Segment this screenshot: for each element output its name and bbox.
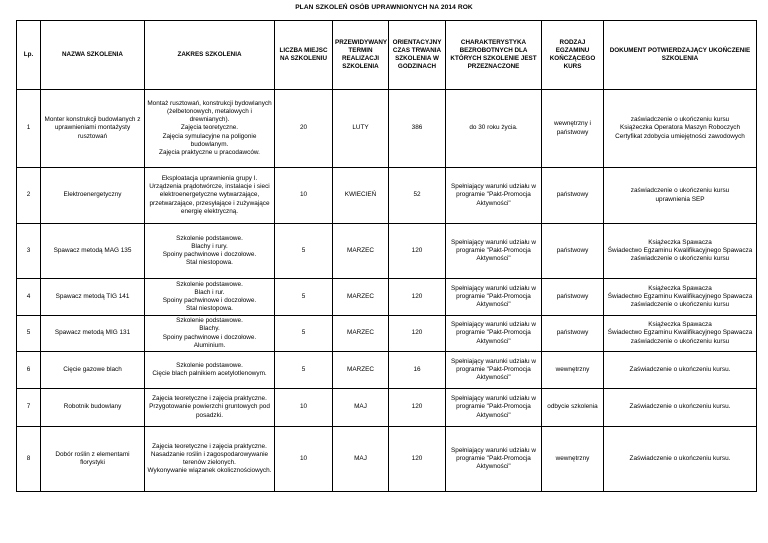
- cell-lp: 1: [17, 90, 41, 168]
- cell-term: LUTY: [333, 90, 389, 168]
- cell-certificate: Zaświadczenie o ukończeniu kursu.: [604, 427, 757, 492]
- cell-lp: 6: [17, 352, 41, 389]
- cell-duration: 52: [389, 168, 446, 224]
- table-row: [17, 90, 757, 168]
- cell-training-scope: Zajęcia teoretyczne i zajęcia praktyczne. Nasadzanie roślin i zagospodarowywanie terenów zielonych. Wykonywanie wiązanek okolicznościowych.: [145, 427, 275, 492]
- cell-certificate: Zaświadczenie o ukończeniu kursu.: [604, 389, 757, 427]
- cell-duration: 120: [389, 224, 446, 279]
- cell-term: MAJ: [333, 389, 389, 427]
- cell-training-scope: Szkolenie podstawowe. Cięcie blach palnikiem acetylotlenowym.: [145, 352, 275, 389]
- page-title: PLAN SZKOLEŃ OSÓB UPRAWNIONYCH NA 2014 ROK: [295, 4, 473, 11]
- cell-lp: 3: [17, 224, 41, 279]
- cell-training-scope: Eksploatacja uprawnienia grupy I. Urządzenia prądotwórcze, instalacje i sieci elektroenergetyczne wytwarzające, przetwarzające, przesyłające i zużywające energię elektryczną.: [145, 168, 275, 224]
- cell-exam-type: państwowy: [542, 224, 604, 279]
- cell-duration: 120: [389, 279, 446, 316]
- cell-target-group: Spełniający warunki udziału w programie "Pakt-Promocja Aktywności": [446, 389, 542, 427]
- cell-duration: 16: [389, 352, 446, 389]
- table-row: [17, 279, 757, 316]
- cell-training-name: Spawacz metodą MIG 131: [41, 316, 145, 352]
- cell-term: MARZEC: [333, 279, 389, 316]
- cell-exam-type: państwowy: [542, 168, 604, 224]
- cell-target-group: Spełniający warunki udziału w programie "Pakt-Promocja Aktywności": [446, 279, 542, 316]
- cell-lp: 5: [17, 316, 41, 352]
- cell-training-scope: Zajęcia teoretyczne i zajęcia praktyczne. Przygotowanie powierzchi gruntowych pod posadzki.: [145, 389, 275, 427]
- training-plan-table: [16, 20, 757, 492]
- cell-training-name: Spawacz metodą MAG 135: [41, 224, 145, 279]
- header-exam-type: RODZAJ EGZAMINU KOŃCZĄCEGO KURS: [542, 21, 604, 90]
- table-row: [17, 427, 757, 492]
- table-row: [17, 168, 757, 224]
- cell-places: 10: [275, 168, 333, 224]
- cell-lp: 4: [17, 279, 41, 316]
- cell-term: MARZEC: [333, 224, 389, 279]
- cell-places: 10: [275, 389, 333, 427]
- cell-places: 5: [275, 224, 333, 279]
- cell-target-group: Spełniający warunki udziału w programie "Pakt-Promocja Aktywności": [446, 316, 542, 352]
- header-places: LICZBA MIEJSC NA SZKOLENIU: [275, 21, 333, 90]
- cell-target-group: Spełniający warunki udziału w programie "Pakt-Promocja Aktywności": [446, 352, 542, 389]
- cell-lp: 2: [17, 168, 41, 224]
- cell-target-group: Spełniający warunki udziału w programie "Pakt-Promocja Aktywności": [446, 224, 542, 279]
- cell-training-name: Spawacz metodą TIG 141: [41, 279, 145, 316]
- cell-certificate: Książeczka Spawacza Świadectwo Egzaminu Kwalifikacyjnego Spawacza zaświadczenie o ukończeniu kursu: [604, 316, 757, 352]
- cell-places: 10: [275, 427, 333, 492]
- header-row: [17, 21, 757, 90]
- cell-training-scope: Szkolenie podstawowe. Blachy i rury. Spoiny pachwinowe i doczołowe. Stal niestopowa.: [145, 224, 275, 279]
- cell-certificate: zaświadczenie o ukończeniu kursu Książeczka Operatora Maszyn Roboczych Certyfikat zdobycia umiejętności zawodowych: [604, 90, 757, 168]
- cell-certificate: Zaświadczenie o ukończeniu kursu.: [604, 352, 757, 389]
- table-row: [17, 316, 757, 352]
- cell-exam-type: wewnętrzny i państwowy: [542, 90, 604, 168]
- cell-places: 5: [275, 279, 333, 316]
- cell-term: MARZEC: [333, 316, 389, 352]
- cell-lp: 7: [17, 389, 41, 427]
- cell-target-group: Spełniający warunki udziału w programie "Pakt-Promocja Aktywności": [446, 427, 542, 492]
- cell-target-group: do 30 roku życia.: [446, 90, 542, 168]
- cell-training-scope: Szkolenie podstawowe. Blach i rur. Spoiny pachwinowe i doczołowe. Stal niestopowa.: [145, 279, 275, 316]
- cell-term: KWIECIEŃ: [333, 168, 389, 224]
- cell-exam-type: wewnętrzny: [542, 352, 604, 389]
- cell-exam-type: państwowy: [542, 279, 604, 316]
- header-training-name: NAZWA SZKOLENIA: [41, 21, 145, 90]
- cell-duration: 386: [389, 90, 446, 168]
- header-term: PRZEWIDYWANY TERMIN REALIZACJI SZKOLENIA: [333, 21, 389, 90]
- cell-exam-type: odbycie szkolenia: [542, 389, 604, 427]
- table-row: [17, 224, 757, 279]
- header-lp: Lp.: [17, 21, 41, 90]
- cell-certificate: zaświadczenie o ukończeniu kursu uprawnienia SEP: [604, 168, 757, 224]
- cell-duration: 120: [389, 389, 446, 427]
- cell-training-scope: Montaż rusztowań, konstrukcji bydowlanych (żelbetonowych, metalowych i drewnianych). Zajęcia teoretyczne. Zajęcia symulacyjne na poligonie budowlanym. Zajęcia praktyczne u pracodawców.: [145, 90, 275, 168]
- cell-certificate: Książeczka Spawacza Świadectwo Egzaminu Kwalifikacyjnego Spawacza zaświadczenie o ukończeniu kursu: [604, 279, 757, 316]
- cell-training-name: Elektroenergetyczny: [41, 168, 145, 224]
- cell-places: 5: [275, 316, 333, 352]
- header-target-group: CHARAKTERYSTYKA BEZROBOTNYCH DLA KTÓRYCH SZKOLENIE JEST PRZEZNACZONE: [446, 21, 542, 90]
- cell-training-name: Robotnik budowlany: [41, 389, 145, 427]
- cell-duration: 120: [389, 427, 446, 492]
- cell-term: MAJ: [333, 427, 389, 492]
- table-row: [17, 352, 757, 389]
- cell-places: 20: [275, 90, 333, 168]
- table-row: [17, 389, 757, 427]
- cell-exam-type: wewnętrzny: [542, 427, 604, 492]
- cell-training-scope: Szkolenie podstawowe. Blachy. Spoiny pachwinowe i doczołowe. Aluminium.: [145, 316, 275, 352]
- cell-term: MARZEC: [333, 352, 389, 389]
- cell-training-name: Cięcie gazowe blach: [41, 352, 145, 389]
- header-duration: ORIENTACYJNY CZAS TRWANIA SZKOLENIA W GODZINACH: [389, 21, 446, 90]
- header-training-scope: ZAKRES SZKOLENIA: [145, 21, 275, 90]
- cell-duration: 120: [389, 316, 446, 352]
- cell-certificate: Książeczka Spawacza Świadectwo Egzaminu Kwalifikacyjnego Spawacza zaświadczenie o ukończeniu kursu: [604, 224, 757, 279]
- header-certificate: DOKUMENT POTWIERDZAJĄCY UKOŃCZENIE SZKOLENIA: [604, 21, 757, 90]
- cell-places: 5: [275, 352, 333, 389]
- cell-training-name: Dobór roślin z elementami florystyki: [41, 427, 145, 492]
- cell-lp: 8: [17, 427, 41, 492]
- cell-target-group: Spełniający warunki udziału w programie "Pakt-Promocja Aktywności": [446, 168, 542, 224]
- cell-training-name: Monter konstrukcji budowlanych z uprawnieniami montażysty rusztowań: [41, 90, 145, 168]
- cell-exam-type: państwowy: [542, 316, 604, 352]
